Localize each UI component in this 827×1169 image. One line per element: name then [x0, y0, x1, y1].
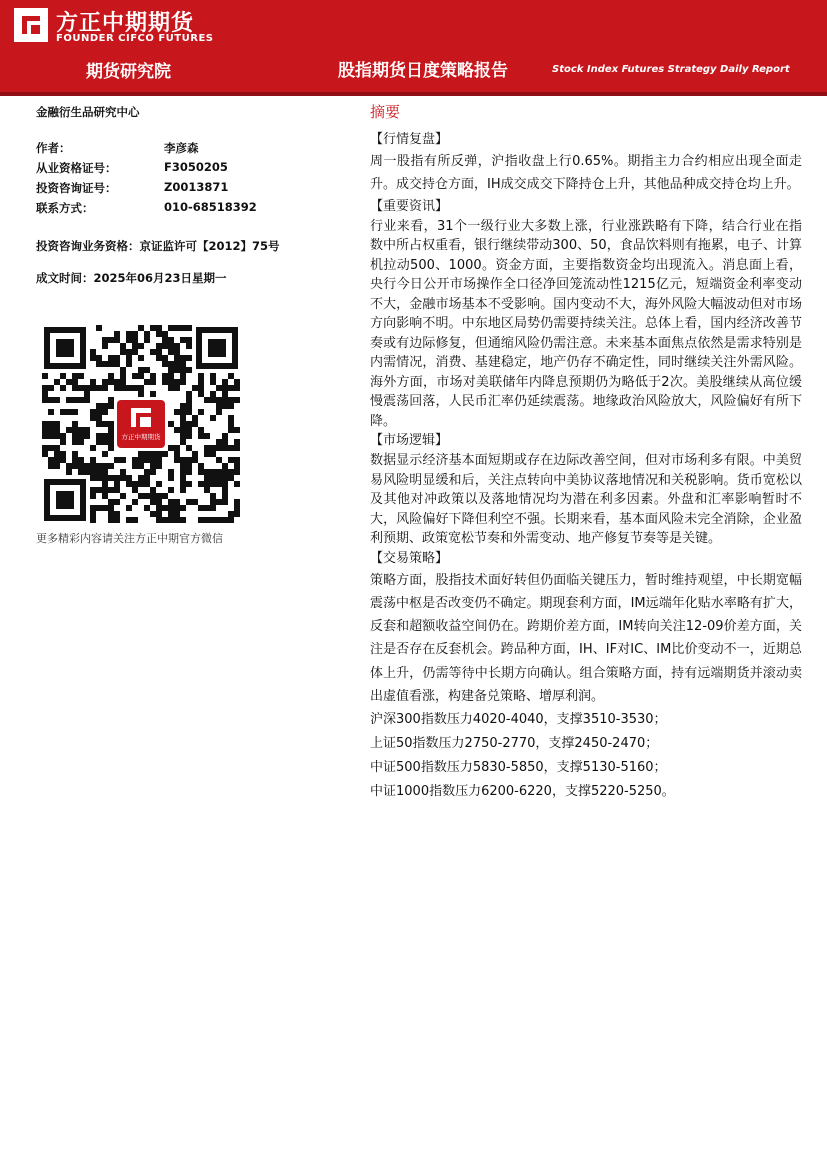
report-date: 成文时间：2025年06月23日星期一: [36, 271, 227, 285]
logo-text-cn: 方正中期期货: [56, 11, 195, 36]
section-heading-strategy: 【交易策略】: [370, 550, 449, 566]
report-header: [0, 0, 827, 92]
author-label: 作者：: [36, 141, 71, 155]
level-zz500: 中证500指数压力5830-5850，支撑5130-5160；: [370, 760, 667, 776]
author-value: 李彦森: [164, 141, 199, 155]
report-title-en: Stock Index Futures Strategy Daily Report: [552, 64, 790, 75]
department-name: 金融衍生品研究中心: [36, 105, 140, 119]
header-divider: [0, 92, 827, 96]
contact-value: 010-68518392: [164, 200, 257, 214]
qualification-label: 从业资格证号：: [36, 161, 117, 175]
report-title: 股指期货日度策略报告: [338, 61, 508, 81]
section-heading-market-logic: 【市场逻辑】: [370, 433, 449, 449]
license-info: 投资咨询业务资格：京证监许可【2012】75号: [36, 239, 280, 253]
qr-center-label: 方正中期期货: [121, 433, 161, 441]
wechat-qr-code[interactable]: [42, 325, 240, 523]
level-zz1000: 中证1000指数压力6200-6220，支撑5220-5250。: [370, 784, 675, 800]
summary-panel: [370, 102, 802, 804]
consult-cert-value: Z0013871: [164, 180, 229, 194]
contact-label: 联系方式：: [36, 201, 94, 215]
contact-row: [36, 200, 257, 216]
level-sz50: 上证50指数压力2750-2770，支撑2450-2470；: [370, 736, 659, 752]
section-heading-market-review: 【行情复盘】: [370, 132, 449, 147]
section-text-news: 行业来看，31个一级行业大多数上涨，行业涨跌略有下降，结合行业在指数中所占权重看，银行继续带动300、50，食品饮料则有拖累，电子、计算机拉动500、1000。资金方面，主要指数资金均出现流入。消息面上看，央行今日公开市场操作全口径净回笼流动性1215亿元，短端资金利率变动不大，金融市场基本不受影响。国内变动不大，海外风险大幅波动但对市场方向影响不明。中东地区局势仍需要持续关注。总体上看，国内经济改善节奏或有边际修复，但通缩风险仍需注意。未来基本面焦点依然是需求特别是内需情况，消费、基建稳定，地产仍存不确定性，同时继续关注外需风险。海外方面，市场对美联储年内降息预期仍为略低于2次。美股继续从高位缓慢震荡回落，人民币汇率仍延续震荡。地缘政治风险放大，风险偏好有所下降。: [370, 218, 802, 429]
section-text-market-review: 周一股指有所反弹，沪指收盘上行0.65%。期指主力合约相应出现全面走升。成交持仓方面，IH成交成交下降持仓上升，其他品种成交持仓均上升。: [370, 154, 802, 193]
section-text-strategy: 策略方面，股指技术面好转但仍面临关键压力，暂时维持观望，中长期宽幅震荡中枢是否改变仍不确定。期现套利方面，IM远端年化贴水率略有扩大，反套和超额收益空间仍在。跨期价差方面，IM转向关注12-09价差方面，关注是否存在反套机会。跨品种方面，IH、IF对IC、IM比价变动不一，近期总体上升，仍需等待中长期方向确认。组合策略方面，持有远端期货并滚动卖出虚值看涨，构建备兑策略、增厚利润。: [370, 572, 802, 705]
level-hs300: 沪深300指数压力4020-4040，支撑3510-3530；: [370, 712, 667, 728]
consult-cert-row: [36, 180, 229, 196]
author-row: [36, 140, 199, 156]
logo-text-en: FOUNDER CIFCO FUTURES: [56, 33, 214, 44]
qr-caption: 更多精彩内容请关注方正中期官方微信: [36, 532, 223, 545]
company-logo-icon: [14, 8, 48, 42]
section-text-market-logic: 数据显示经济基本面短期或存在边际改善空间，但对市场利多有限。中美贸易风险明显缓和后，关注点转向中美协议落地情况和关税影响。货币宽松以及其他对冲政策以及落地情况均为潜在利多因素。外盘和汇率影响暂时不大，风险偏好下降但利空不强。长期来看，基本面风险未完全消除，企业盈利预期、政策宽松节奏和外需变动、地产修复节奏等是关键。: [370, 453, 802, 547]
consult-cert-label: 投资咨询证号：: [36, 181, 117, 195]
institute-name: 期货研究院: [86, 62, 171, 82]
summary-title: 摘要: [370, 103, 401, 121]
qualification-row: [36, 160, 228, 176]
qualification-value: F3050205: [164, 160, 228, 174]
section-heading-news: 【重要资讯】: [370, 198, 449, 214]
